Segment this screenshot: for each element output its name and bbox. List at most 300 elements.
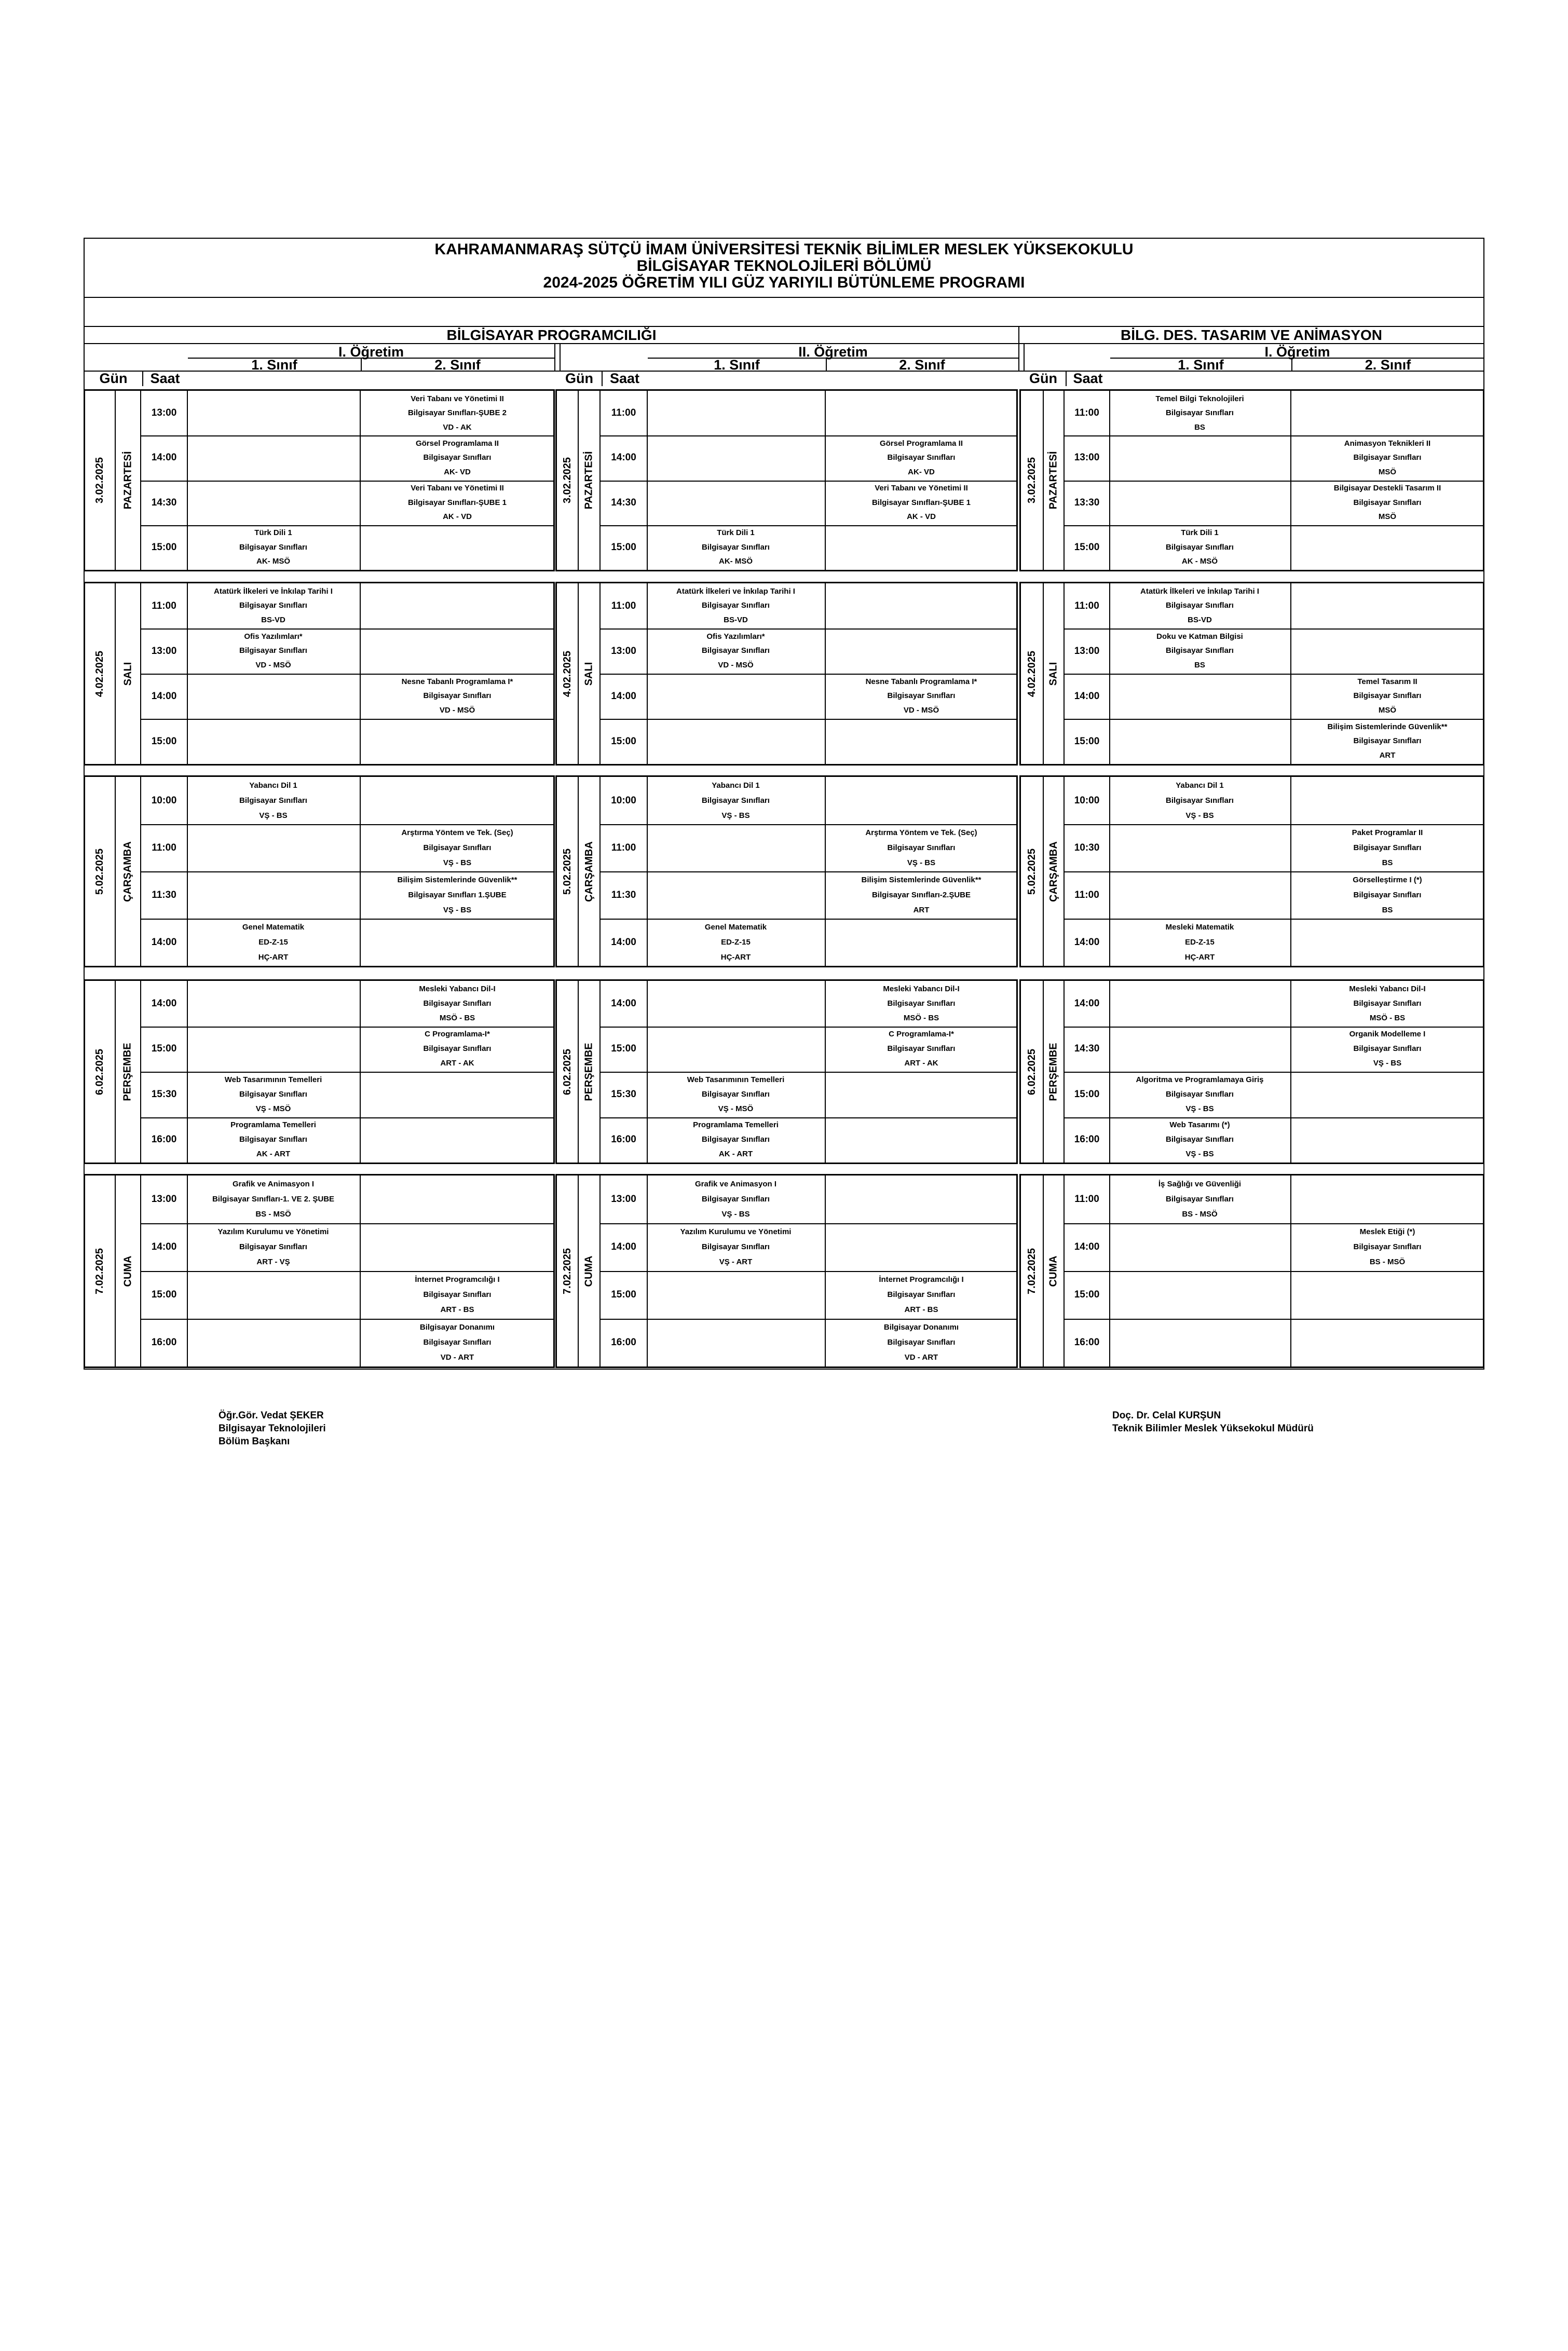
slot-time: 10:00 [611,795,636,806]
exam-cell [187,1319,360,1366]
exam-cell [360,1271,555,1319]
slot-time: 14:00 [611,936,636,948]
exam-cell [1109,1223,1290,1271]
supervisors: VD - ART [904,1353,938,1362]
day-block [84,1174,555,1368]
ogretim-1-label: I. Öğretim [338,344,404,360]
exam-room: Bilgisayar Sınıfları [1353,843,1422,852]
slot-time: 13:00 [151,407,177,419]
supervisors: BS - MSÖ [1369,1257,1406,1267]
exam-room: ED-Z-15 [258,937,288,947]
course-name: Algoritma ve Programlamaya Giriş [1136,1075,1264,1084]
slot-time: 10:30 [1074,842,1100,853]
signature-right-title: Teknik Bilimler Meslek Yüksekokul Müdürü [1112,1423,1314,1434]
exam-cell [187,1176,360,1223]
course-name: Nesne Tabanlı Programlama I* [865,677,977,686]
signature-left-dept: Bilgisayar Teknolojileri [219,1423,326,1434]
exam-cell [360,1072,555,1117]
day-date: 6.02.2025 [1026,1048,1038,1095]
exam-cell [1290,1271,1484,1319]
supervisors: VŞ - BS [1185,1104,1214,1113]
day-block [1019,1174,1484,1368]
slot-time: 11:00 [611,600,636,611]
divider [602,371,603,386]
slot-time: 13:00 [611,645,636,657]
day-date-cell [1021,583,1044,764]
exam-cell [1290,777,1484,824]
day-name: PAZARTESİ [583,451,595,510]
day-name-cell [579,981,601,1163]
exam-room: Bilgisayar Sınıfları [423,999,492,1008]
exam-room: Bilgisayar Sınıfları [887,843,956,852]
day-name: CUMA [583,1255,595,1287]
slot-time: 14:00 [1074,997,1100,1009]
slot-time: 11:30 [152,889,176,900]
day-date-cell [557,1176,579,1366]
day-name-cell [116,583,141,764]
exam-cell [647,871,825,919]
exam-room: Bilgisayar Sınıfları-ŞUBE 1 [871,498,971,507]
ogretim-2-label: II. Öğretim [798,344,868,360]
exam-cell [1290,1117,1484,1163]
day-date: 4.02.2025 [1026,650,1038,697]
slot-time: 16:00 [1074,1337,1100,1348]
supervisors: AK - VD [443,512,472,522]
supervisors: VD - MSÖ [903,706,939,715]
day-date-cell [85,981,116,1163]
exam-cell [647,1223,825,1271]
exam-cell [187,674,360,719]
divider [142,371,143,386]
exam-cell [647,435,825,480]
supervisors: VŞ - MSÖ [255,1104,291,1113]
exam-cell [825,1027,1018,1072]
slot-time: 14:30 [611,497,636,508]
exam-cell [187,435,360,480]
exam-cell [1290,871,1484,919]
supervisors: VŞ - ART [719,1257,753,1267]
day-date: 4.02.2025 [561,650,573,697]
course-name: Mesleki Yabancı Dil-I [419,984,496,993]
exam-room: Bilgisayar Sınıfları [702,1242,770,1251]
exam-room: Bilgisayar Sınıfları [702,1194,770,1204]
exam-cell [825,824,1018,871]
supervisors: BS [1382,905,1393,914]
exam-cell [647,919,825,966]
day-name: PERŞEMBE [122,1042,133,1101]
divider [1024,343,1025,372]
day-name-cell [1044,1176,1065,1366]
gun-label: Gün [1029,371,1057,386]
course-name: Meslek Etiği (*) [1359,1227,1415,1236]
supervisors: VD - MSÖ [255,661,291,670]
divider [554,343,555,372]
course-name: Türk Dili 1 [717,528,755,538]
exam-room: Bilgisayar Sınıfları [1166,408,1234,418]
course-name: İnternet Programcılığı I [415,1275,500,1284]
exam-room: Bilgisayar Sınıfları [423,843,492,852]
exam-cell [647,981,825,1027]
course-name: Türk Dili 1 [254,528,292,538]
exam-cell [825,1176,1018,1223]
course-name: Görselleştirme I (*) [1353,875,1422,884]
slot-time: 13:00 [1074,452,1100,463]
slot-time: 16:00 [151,1134,177,1145]
exam-room: Bilgisayar Sınıfları [702,1089,770,1099]
exam-room: Bilgisayar Sınıfları [1353,999,1422,1008]
day-date: 3.02.2025 [1026,457,1038,503]
exam-cell [647,1072,825,1117]
day-name: PERŞEMBE [583,1042,595,1101]
course-name: Nesne Tabanlı Programlama I* [401,677,513,686]
exam-cell [187,1027,360,1072]
course-name: Görsel Programlama II [879,439,963,448]
day-date-cell [1021,981,1044,1163]
slot-time: 13:00 [1074,645,1100,657]
exam-cell [360,391,555,435]
day-date-cell [557,391,579,570]
supervisors: BS-VD [1188,616,1212,625]
signature-left [219,1409,326,1448]
exam-cell [825,1117,1018,1163]
supervisors: VD - MSÖ [439,706,475,715]
exam-cell [825,1072,1018,1117]
day-name-cell [116,777,141,966]
course-name: İnternet Programcılığı I [879,1275,964,1284]
slot-time: 15:00 [151,1289,177,1300]
course-name: Animasyon Teknikleri II [1344,439,1431,448]
day-block [1019,775,1484,967]
exam-cell [187,1271,360,1319]
exam-cell [1109,1176,1290,1223]
supervisors: BS-VD [724,616,748,625]
course-name: Bilişim Sistemlerinde Güvenlik** [861,875,981,884]
day-name: PAZARTESİ [1047,451,1059,510]
exam-cell [647,674,825,719]
exam-cell [647,1117,825,1163]
exam-cell [187,777,360,824]
supervisors: HÇ-ART [1184,952,1215,962]
slot-time: 15:00 [611,1289,636,1300]
exam-cell [1290,1027,1484,1072]
exam-cell [1290,824,1484,871]
course-name: Yabancı Dil 1 [1176,781,1224,790]
day-block [84,389,555,571]
exam-cell [187,1223,360,1271]
course-name: Grafik ve Animasyon I [694,1179,776,1188]
exam-cell [647,777,825,824]
supervisors: VŞ - BS [1185,811,1214,820]
exam-room: Bilgisayar Sınıfları [239,601,307,610]
slot-time: 11:00 [611,842,636,853]
slot-time: 15:00 [611,1043,636,1055]
exam-cell [187,391,360,435]
exam-cell [1290,583,1484,628]
course-name: Web Tasarımının Temelleri [224,1075,322,1084]
exam-room: Bilgisayar Sınıfları [423,1044,492,1054]
exam-cell [360,1117,555,1163]
slot-time: 11:00 [1074,600,1099,611]
course-name: Ofis Yazılımları* [706,632,765,641]
exam-cell [1109,525,1290,570]
course-name: Atatürk İlkeleri ve İnkılap Tarihi I [214,586,333,596]
supervisors: HÇ-ART [258,952,289,962]
course-name: Veri Tabanı ve Yönetimi II [411,394,504,403]
supervisors: HÇ-ART [720,952,751,962]
slot-time: 11:00 [152,842,176,853]
exam-cell [825,391,1018,435]
day-name-cell [579,391,601,570]
exam-cell [1109,1319,1290,1366]
exam-room: ED-Z-15 [721,937,751,947]
exam-cell [1109,1027,1290,1072]
program-title-bp: BİLGİSAYAR PROGRAMCILIĞI [446,327,657,343]
day-name-cell [579,777,601,966]
exam-cell [360,1223,555,1271]
divider [1291,358,1292,372]
exam-cell [360,481,555,525]
sinif-1-label: 1. Sınıf [1178,357,1224,373]
course-name: Web Tasarımının Temelleri [687,1075,785,1084]
exam-room: Bilgisayar Sınıfları [1353,453,1422,462]
course-name: Genel Matematik [242,922,305,932]
exam-cell [1109,435,1290,480]
exam-room: Bilgisayar Sınıfları [887,1044,956,1054]
exam-cell [360,777,555,824]
exam-room: Bilgisayar Sınıfları [239,542,307,552]
divider [85,371,1483,372]
slot-time: 15:00 [151,541,177,553]
exam-cell [825,1223,1018,1271]
supervisors: ART [1379,751,1396,760]
exam-room: Bilgisayar Sınıfları [702,1135,770,1144]
day-date-cell [85,583,116,764]
supervisors: AK- MSÖ [256,557,290,566]
day-date-cell [557,981,579,1163]
day-name-cell [1044,391,1065,570]
sinif-2-label: 2. Sınıf [1365,357,1411,373]
slot-time: 14:00 [151,1241,177,1252]
day-name-cell [116,391,141,570]
supervisors: BS - MSÖ [1182,1210,1218,1219]
exam-cell [1290,391,1484,435]
course-name: Arştırma Yöntem ve Tek. (Seç) [865,828,977,837]
slot-time: 14:00 [1074,1241,1100,1252]
exam-cell [647,824,825,871]
course-name: Bilişim Sistemlerinde Güvenlik** [397,875,517,884]
supervisors: VŞ - BS [259,811,288,820]
exam-cell [1290,1319,1484,1366]
exam-cell [825,871,1018,919]
exam-room: Bilgisayar Sınıfları [887,1337,956,1347]
day-date-cell [557,777,579,966]
slot-time: 15:00 [151,735,177,747]
signature-left-title: Bölüm Başkanı [219,1436,290,1447]
course-name: Doku ve Katman Bilgisi [1156,632,1243,641]
exam-room: Bilgisayar Sınıfları [887,691,956,701]
exam-cell [187,1117,360,1163]
course-name: Bilgisayar Donanımı [883,1322,959,1332]
exam-room: Bilgisayar Sınıfları [423,1290,492,1299]
exam-cell [187,481,360,525]
exam-cell [187,981,360,1027]
day-name: CUMA [122,1255,133,1287]
slot-time: 14:00 [1074,936,1100,948]
day-block [84,979,555,1164]
day-date: 4.02.2025 [94,650,106,697]
divider [826,358,827,372]
exam-room: Bilgisayar Sınıfları [1166,796,1234,805]
day-block [1019,979,1484,1164]
exam-cell [1109,583,1290,628]
day-block [84,775,555,967]
day-name-cell [579,583,601,764]
slot-time: 16:00 [151,1337,177,1348]
slot-time: 15:00 [611,735,636,747]
slot-time: 15:00 [1074,1088,1100,1100]
sinif-1-label: 1. Sınıf [714,357,760,373]
day-name-cell [1044,981,1065,1163]
course-name: Mesleki Yabancı Dil-I [1349,984,1426,993]
exam-room: Bilgisayar Sınıfları [239,1242,307,1251]
exam-cell [1109,628,1290,674]
slot-time: 10:00 [1074,795,1100,806]
exam-room: Bilgisayar Sınıfları [1353,736,1422,746]
exam-room: Bilgisayar Sınıfları-1. VE 2. ŞUBE [212,1194,335,1204]
course-name: Mesleki Matematik [1165,922,1234,932]
course-name: C Programlama-I* [889,1030,954,1039]
exam-cell [825,525,1018,570]
exam-cell [1290,481,1484,525]
course-name: Programlama Temelleri [693,1120,779,1130]
course-name: Yabancı Dil 1 [249,781,297,790]
slot-time: 14:00 [611,452,636,463]
exam-cell [647,481,825,525]
signature-right [1112,1409,1314,1435]
divider [85,297,1483,298]
exam-cell [825,674,1018,719]
exam-room: Bilgisayar Sınıfları [1353,691,1422,701]
exam-cell [360,525,555,570]
supervisors: VŞ - BS [721,1210,750,1219]
exam-room: Bilgisayar Sınıfları [1166,1194,1234,1204]
supervisors: BS [1382,858,1393,867]
supervisors: AK- VD [444,467,471,476]
exam-room: Bilgisayar Sınıfları [239,1135,307,1144]
slot-time: 10:00 [151,795,177,806]
slot-time: 13:30 [1074,497,1100,508]
slot-time: 16:00 [611,1337,636,1348]
exam-cell [360,674,555,719]
supervisors: VŞ - BS [721,811,750,820]
course-name: İş Sağlığı ve Güvenliği [1158,1179,1242,1188]
exam-room: Bilgisayar Sınıfları [887,1290,956,1299]
saat-label: Saat [150,371,180,386]
day-date: 5.02.2025 [1026,848,1038,895]
exam-room: Bilgisayar Sınıfları-ŞUBE 1 [407,498,507,507]
exam-cell [1290,674,1484,719]
supervisors: BS-VD [261,616,285,625]
exam-cell [187,583,360,628]
divider [1066,371,1067,386]
supervisors: AK - ART [718,1150,753,1159]
exam-cell [1109,1117,1290,1163]
slot-time: 14:30 [151,497,177,508]
exam-cell [1290,981,1484,1027]
course-name: C Programlama-I* [425,1030,490,1039]
exam-cell [1290,719,1484,764]
day-name: ÇARŞAMBA [122,841,134,902]
supervisors: ART - AK [904,1059,938,1068]
signature-left-name: Öğr.Gör. Vedat ŞEKER [219,1410,324,1421]
exam-cell [647,1027,825,1072]
header-program-title: 2024-2025 ÖĞRETİM YILI GÜZ YARIYILI BÜTÜNLEME PROGRAMI [543,274,1025,291]
exam-cell [647,1319,825,1366]
saat-label: Saat [1073,371,1103,386]
exam-cell [647,525,825,570]
exam-cell [825,1319,1018,1366]
course-name: Bilgisayar Destekli Tasarım II [1333,484,1441,493]
exam-cell [1109,981,1290,1027]
exam-room: Bilgisayar Sınıfları-ŞUBE 2 [407,408,507,418]
day-name: SALI [583,662,595,686]
divider [1018,326,1019,372]
slot-time: 16:00 [611,1134,636,1145]
supervisors: VŞ - MSÖ [718,1104,754,1113]
supervisors: MSÖ [1378,706,1397,715]
supervisors: VŞ - BS [443,905,472,914]
exam-cell [1109,824,1290,871]
gun-label: Gün [565,371,593,386]
day-block [1019,582,1484,766]
supervisors: MSÖ [1378,512,1397,522]
day-date-cell [557,583,579,764]
slot-time: 15:00 [1074,1289,1100,1300]
course-name: Atatürk İlkeleri ve İnkılap Tarihi I [676,586,795,596]
day-date: 3.02.2025 [561,457,573,503]
slot-time: 14:30 [1074,1043,1100,1055]
supervisors: VŞ - BS [1373,1059,1402,1068]
slot-time: 11:30 [611,889,636,900]
exam-cell [360,435,555,480]
day-block [555,1174,1018,1368]
sinif-2-label: 2. Sınıf [434,357,481,373]
exam-room: Bilgisayar Sınıfları 1.ŞUBE [408,890,507,899]
exam-cell [647,583,825,628]
supervisors: BS - MSÖ [255,1210,291,1219]
exam-cell [187,719,360,764]
supervisors: ART [913,905,930,914]
slot-time: 14:00 [611,997,636,1009]
exam-room: Bilgisayar Sınıfları-2.ŞUBE [871,890,971,899]
day-block [1019,389,1484,571]
day-name-cell [1044,777,1065,966]
exam-cell [360,919,555,966]
supervisors: MSÖ - BS [903,1013,939,1022]
saat-label: Saat [609,371,640,386]
slot-time: 13:00 [151,645,177,657]
exam-cell [1290,628,1484,674]
supervisors: ART - BS [440,1305,474,1315]
exam-cell [187,824,360,871]
exam-cell [647,628,825,674]
exam-room: Bilgisayar Sınıfları [239,796,307,805]
slot-time: 15:30 [151,1088,177,1100]
exam-room: Bilgisayar Sınıfları [1166,1135,1234,1144]
course-name: Arştırma Yöntem ve Tek. (Seç) [401,828,513,837]
exam-cell [1290,435,1484,480]
course-name: Bilişim Sistemlerinde Güvenlik** [1327,722,1448,731]
